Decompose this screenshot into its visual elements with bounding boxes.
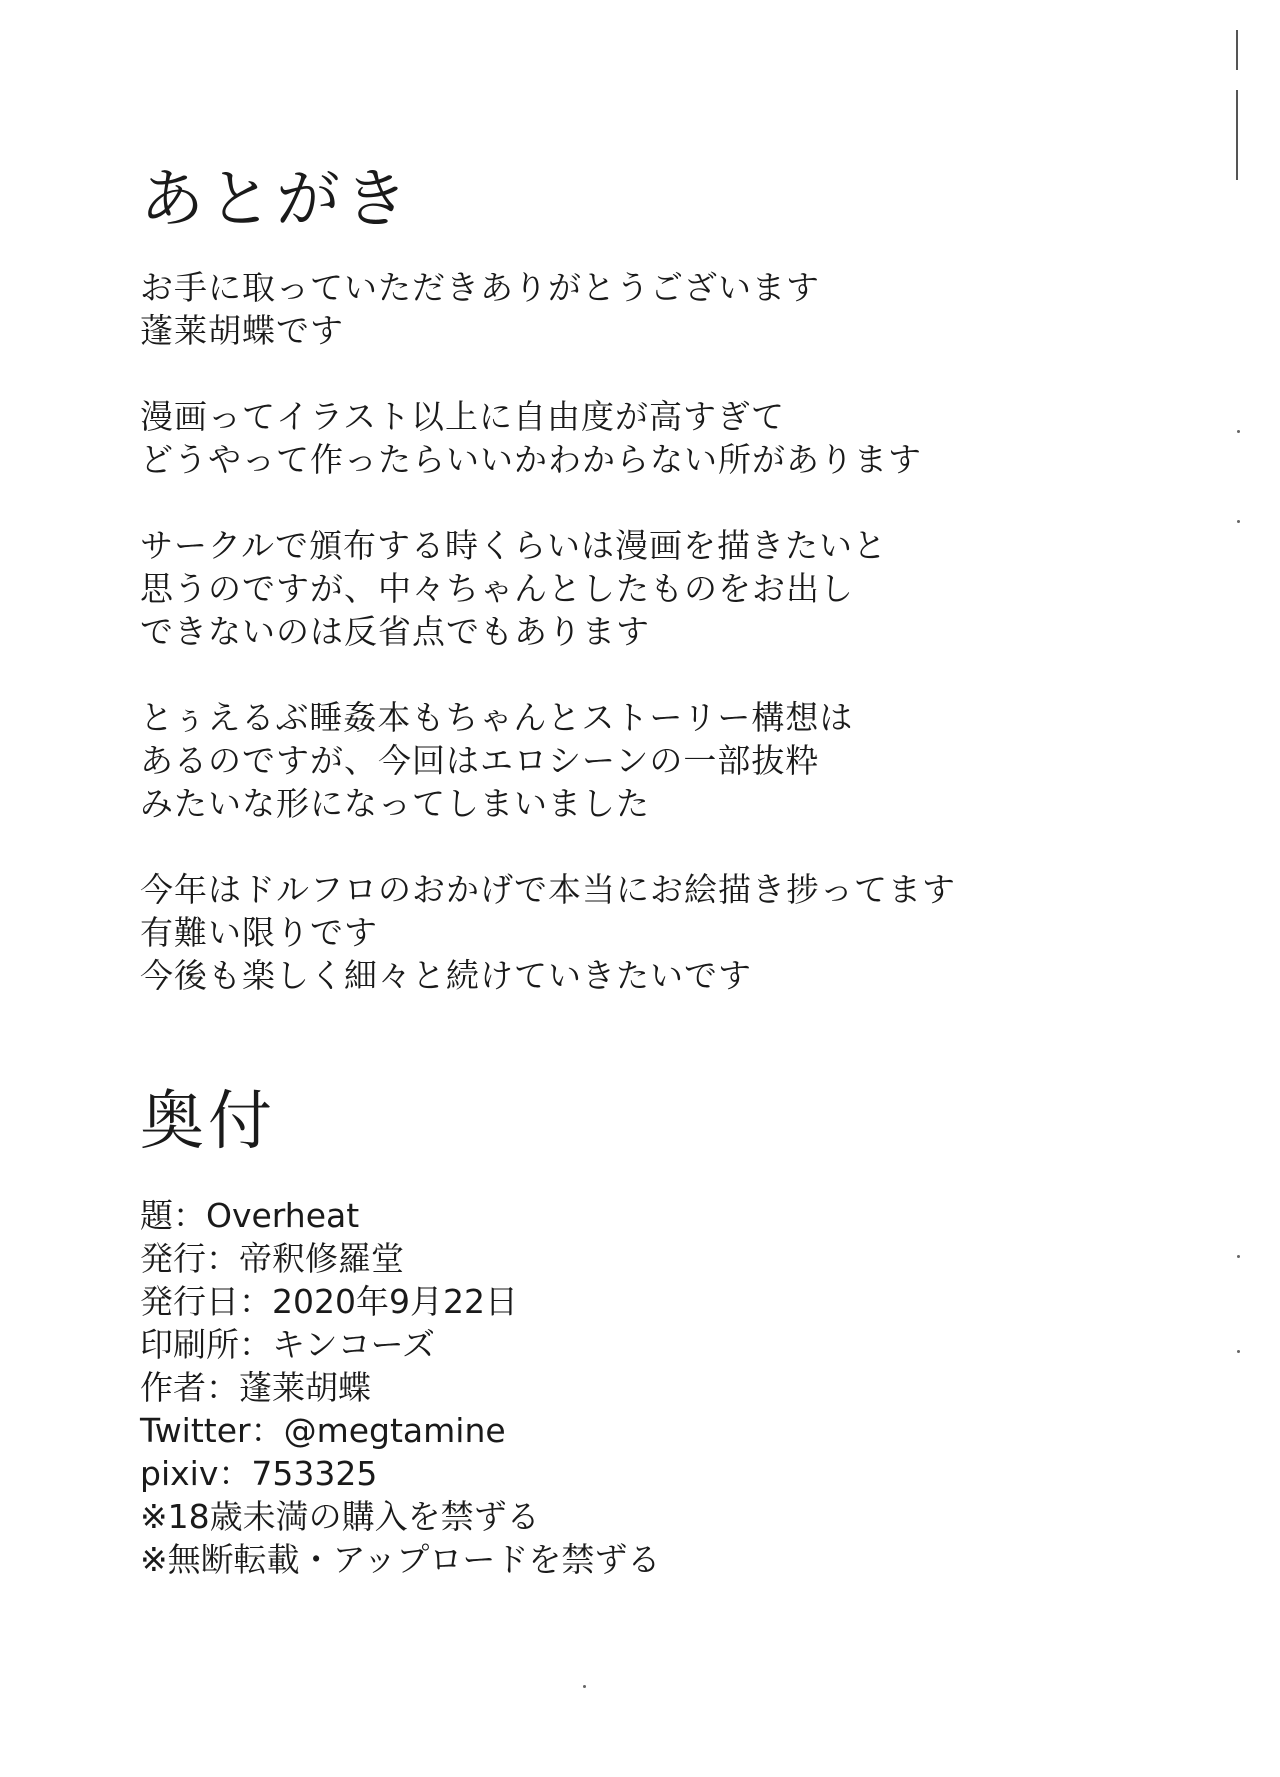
afterword-paragraph	[140, 395, 1140, 481]
colophon-age-notice: ※18歳未満の購入を禁ずる	[140, 1497, 540, 1536]
scan-speck	[1237, 430, 1240, 433]
colophon-printer: 印刷所：キンコーズ	[140, 1325, 436, 1364]
colophon-pixiv: pixiv：753325	[140, 1454, 378, 1493]
afterword-paragraph	[140, 266, 1140, 352]
text-line: できないのは反省点でもあります	[140, 612, 650, 651]
text-line: サークルで頒布する時くらいは漫画を描きたいと	[140, 526, 888, 565]
text-line: みたいな形になってしまいました	[140, 784, 650, 823]
colophon-reprint-notice: ※無断転載・アップロードを禁ずる	[140, 1540, 661, 1579]
scan-speck	[1237, 520, 1240, 523]
scan-speck	[1237, 1255, 1240, 1258]
text-line: 今年はドルフロのおかげで本当にお絵描き捗ってます	[140, 870, 956, 909]
colophon-heading: 奥付	[140, 1085, 276, 1159]
text-line: どうやって作ったらいいかわからない所があります	[140, 440, 922, 479]
page-content	[140, 160, 1140, 1581]
text-line: 蓬莱胡蝶です	[140, 311, 344, 350]
scan-speck	[583, 1685, 586, 1688]
afterword-heading: あとがき	[140, 163, 412, 237]
text-line: 思うのですが、中々ちゃんとしたものをお出し	[140, 569, 854, 608]
colophon-author: 作者：蓬莱胡蝶	[140, 1368, 371, 1407]
scan-speck	[1237, 1350, 1240, 1353]
text-line: 漫画ってイラスト以上に自由度が高すぎて	[140, 397, 786, 436]
colophon-publisher: 発行：帝釈修羅堂	[140, 1239, 404, 1278]
afterword-paragraph	[140, 524, 1140, 653]
afterword-paragraph	[140, 696, 1140, 825]
colophon-publish-date: 発行日：2020年9月22日	[140, 1282, 518, 1321]
colophon-title: 題：Overheat	[140, 1196, 360, 1235]
colophon-list	[140, 1194, 1140, 1581]
afterword-paragraph	[140, 868, 1140, 997]
text-line: お手に取っていただきありがとうございます	[140, 268, 820, 307]
text-line: あるのですが、今回はエロシーンの一部抜粋	[140, 741, 820, 780]
text-line: 有難い限りです	[140, 913, 378, 952]
text-line: とぅえるぶ睡姦本もちゃんとストーリー構想は	[140, 698, 854, 737]
scan-edge-mark	[1236, 90, 1238, 180]
colophon-twitter: Twitter：@megtamine	[140, 1411, 506, 1450]
scan-edge-mark	[1236, 30, 1238, 70]
text-line: 今後も楽しく細々と続けていきたいです	[140, 956, 752, 995]
